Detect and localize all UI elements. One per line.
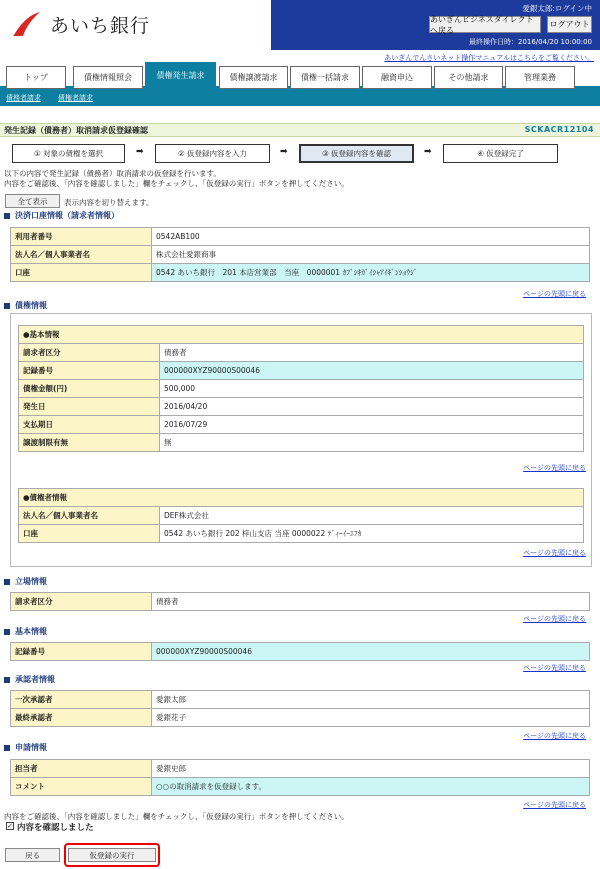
row-label: 法人名／個人事業者名 [11,246,152,264]
toggle-description: 表示内容を切り替えます。 [64,198,154,207]
confirm-checkbox[interactable]: ✓ [7,822,13,830]
subsection-title: ●基本情報 [19,326,584,344]
step-2: ② 仮登録内容を入力 [155,144,270,163]
table-row [19,507,584,525]
row-value: 0542 あいち銀行 201 本店営業部 当座 0000001 ｶﾌﾞｼｷｶﾞｲｼｬｱｲｷﾞﾝｼｮｳｼﾞ [152,264,590,282]
basic-heading: 基本情報 [4,626,47,637]
approver-table [10,690,590,727]
bank-logo [10,8,220,40]
approver-heading: 承認者情報 [4,674,55,685]
table-row [11,709,590,727]
row-value: 0542AB100 [152,228,590,246]
page-top-link[interactable]: ページの先頭に戻る [523,664,586,672]
row-label: 債権金額(円) [19,380,160,398]
tab-bond-inquiry[interactable]: 債権情報照会 [73,66,143,89]
step-1: ① 対象の債権を選択 [12,144,125,163]
table-row [19,434,584,452]
bottom-instruction: 内容をご確認後、「内容を確認しました」欄をチェックし、「仮登録の実行」ボタンを押してください。 [4,812,349,821]
bond-basic-table [18,325,584,452]
table-row [19,362,584,380]
table-row [11,760,590,778]
bank-logo-icon [10,9,44,39]
user-status: 愛銀太郎:ログイン中 [522,4,592,13]
sub-navigation [0,89,600,106]
basic-table [10,642,590,661]
tab-bond-transfer[interactable]: 債権譲渡請求 [219,66,288,89]
tab-bond-issuance[interactable]: 債権発生請求 [145,62,216,89]
row-label: 利用者番号 [11,228,152,246]
row-value: 債務者 [160,344,584,362]
page-top-link[interactable]: ページの先頭に戻る [523,732,586,740]
table-row [19,326,584,344]
last-operation-time: 最終操作日時：2016/04/20 10:00:00 [468,38,592,46]
main-tabs [0,62,600,89]
page-top-link[interactable]: ページの先頭に戻る [523,801,586,809]
back-to-business-direct-button[interactable]: あいぎんビジネスダイレクトへ戻る [429,16,541,33]
row-value: 2016/04/20 [160,398,584,416]
tab-top[interactable]: トップ [6,66,66,89]
screen-code: SCKACR12104 [524,125,594,134]
page-top-link[interactable]: ページの先頭に戻る [523,615,586,623]
table-row [19,416,584,434]
manual-link[interactable]: あいぎんでんさいネット操作マニュアルはこちらをご覧ください。 [384,54,594,62]
row-value: 無 [160,434,584,452]
row-value: 2016/07/29 [160,416,584,434]
back-button[interactable]: 戻る [5,848,60,862]
row-label: 支払期日 [19,416,160,434]
page-top-link[interactable]: ページの先頭に戻る [523,549,586,557]
tab-financing[interactable]: 融資申込 [362,66,432,89]
position-heading: 立場情報 [4,576,47,587]
page-title: 発生記録（債務者）取消請求仮登録確認 [4,126,148,135]
header-panel [271,0,600,50]
subsection-title: ●債権者情報 [19,489,584,507]
step-arrow-icon: ➡ [424,147,432,157]
table-row [19,525,584,543]
row-label: 請求者区分 [19,344,160,362]
row-value: 000000XYZ90000S00046 [160,362,584,380]
tab-other-requests[interactable]: その他請求 [434,66,503,89]
table-row [11,593,590,611]
table-row [19,380,584,398]
row-value: 0542 あいち銀行 202 梓山支店 当座 0000022 ﾃﾞｨｰｲｰｴﾌｶ [160,525,584,543]
tab-management[interactable]: 管理業務 [505,66,575,89]
step-4: ④ 仮登録完了 [443,144,558,163]
bank-name: あいち銀行 [50,14,151,37]
execute-provisional-registration-button[interactable]: 仮登録の実行 [68,848,156,862]
table-row [11,264,590,282]
instruction-line-2: 内容をご確認後、「内容を確認しました」欄をチェックし、「仮登録の実行」ボタンを押してください。 [4,179,349,188]
instruction-line-1: 以下の内容で発生記録（債務者）取消請求の仮登録を行います。 [4,169,221,178]
page-top-link[interactable]: ページの先頭に戻る [523,290,586,298]
show-all-button[interactable]: 全て表示 [5,194,60,208]
row-label: 法人名／個人事業者名 [19,507,160,525]
application-heading: 申請情報 [4,742,47,753]
row-value: DEF株式会社 [160,507,584,525]
table-row [11,643,590,661]
application-table [10,759,590,796]
page-top-link[interactable]: ページの先頭に戻る [523,464,586,472]
table-row [11,246,590,264]
row-label: 記録番号 [11,643,152,661]
page-title-bar [0,123,600,137]
table-row [19,398,584,416]
row-label: 請求者区分 [11,593,152,611]
table-row [11,778,590,796]
row-value: 愛銀花子 [152,709,590,727]
row-value: 株式会社愛銀商事 [152,246,590,264]
step-arrow-icon: ➡ [136,147,144,157]
row-label: 口座 [11,264,152,282]
tab-bulk-request[interactable]: 債権一括請求 [290,66,360,89]
row-label: 口座 [19,525,160,543]
row-label: 一次承認者 [11,691,152,709]
logout-button[interactable]: ログアウト [547,16,592,33]
row-value: 愛銀太郎 [152,691,590,709]
table-row [19,489,584,507]
row-value: 000000XYZ90000S00046 [152,643,590,661]
row-label: 記録番号 [19,362,160,380]
row-value: ○○の取消請求を仮登録します。 [152,778,590,796]
row-label: 発生日 [19,398,160,416]
settlement-heading: 決済口座情報（請求者情報） [4,210,119,221]
table-row [11,228,590,246]
subnav-debtor-request[interactable]: 債務者請求 [6,94,41,102]
confirm-label: 内容を確認しました [17,823,94,833]
position-table [10,592,590,611]
row-label: 担当者 [11,760,152,778]
bond-creditor-table [18,488,584,543]
settlement-table [10,227,590,282]
row-value: 債務者 [152,593,590,611]
row-label: 最終承認者 [11,709,152,727]
table-row [11,691,590,709]
row-value: 500,000 [160,380,584,398]
step-arrow-icon: ➡ [280,147,288,157]
row-value: 愛銀史郎 [152,760,590,778]
step-3-current: ③ 仮登録内容を確認 [299,144,414,163]
row-label: コメント [11,778,152,796]
bond-heading: 債権情報 [4,300,47,311]
table-row [19,344,584,362]
subnav-creditor-request[interactable]: 債権者請求 [58,94,93,102]
row-label: 譲渡制限有無 [19,434,160,452]
